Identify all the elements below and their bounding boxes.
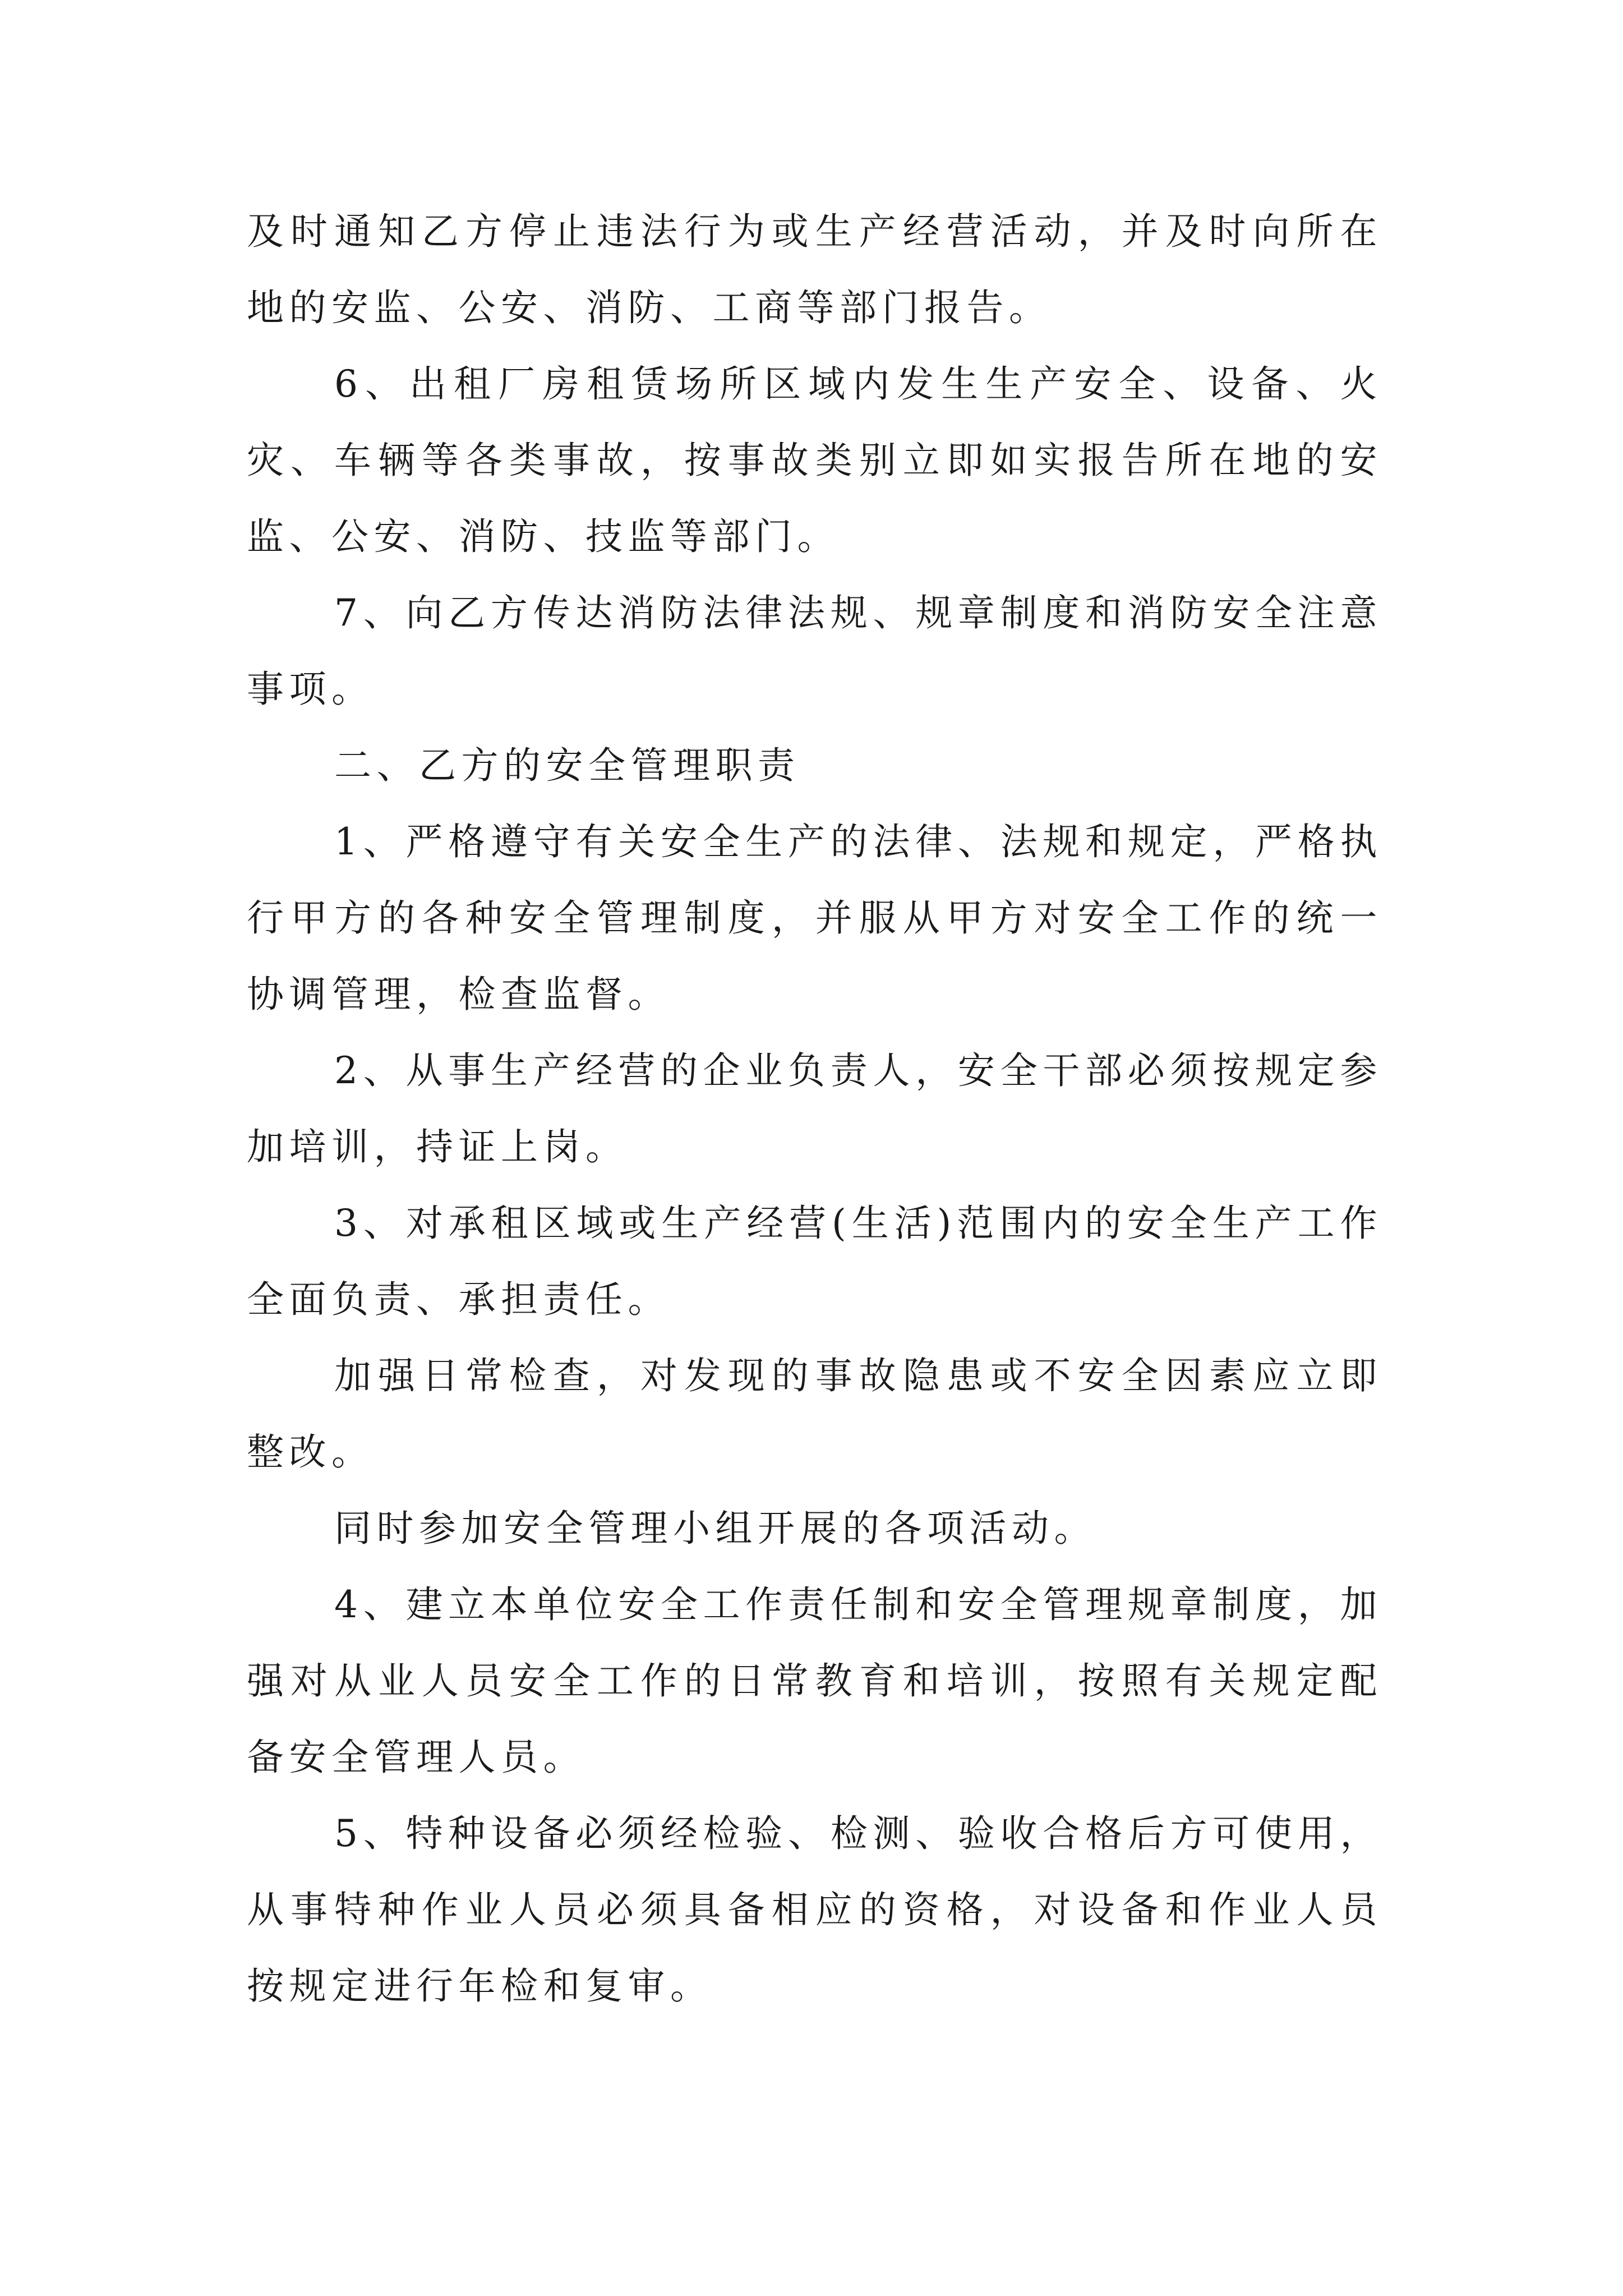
paragraph: 5、特种设备必须经检验、检测、验收合格后方可使用，从事特种作业人员必须具备相应的资格，对设备和作业人员按规定进行年检和复审。 — [247, 1812, 1382, 2008]
paragraph: 3、对承租区域或生产经营(生活)范围内的安全生产工作全面负责、承担责任。 — [247, 1202, 1382, 1321]
document-body — [247, 194, 1382, 2024]
paragraph: 加强日常检查，对发现的事故隐患或不安全因素应立即整改。 — [247, 1354, 1382, 1474]
paragraph: 4、建立本单位安全工作责任制和安全管理规章制度，加强对从业人员安全工作的日常教育和培训，按照有关规定配备安全管理人员。 — [247, 1583, 1382, 1779]
paragraph: 2、从事生产经营的企业负责人，安全干部必须按规定参加培训，持证上岗。 — [247, 1049, 1382, 1168]
paragraph: 同时参加安全管理小组开展的各项活动。 — [334, 1507, 1096, 1550]
paragraph: 7、向乙方传达消防法律法规、规章制度和消防安全注意事项。 — [247, 591, 1382, 711]
paragraph: 1、严格遵守有关安全生产的法律、法规和规定，严格执行甲方的各种安全管理制度，并服从甲方对安全工作的统一协调管理，检查监督。 — [247, 820, 1382, 1016]
paragraph: 及时通知乙方停止违法行为或生产经营活动，并及时向所在地的安监、公安、消防、工商等部门报告。 — [247, 210, 1382, 329]
section-heading: 二、乙方的安全管理职责 — [334, 744, 800, 787]
paragraph: 6、出租厂房租赁场所区域内发生生产安全、设备、火灾、车辆等各类事故，按事故类别立即如实报告所在地的安监、公安、消防、技监等部门。 — [247, 362, 1382, 558]
